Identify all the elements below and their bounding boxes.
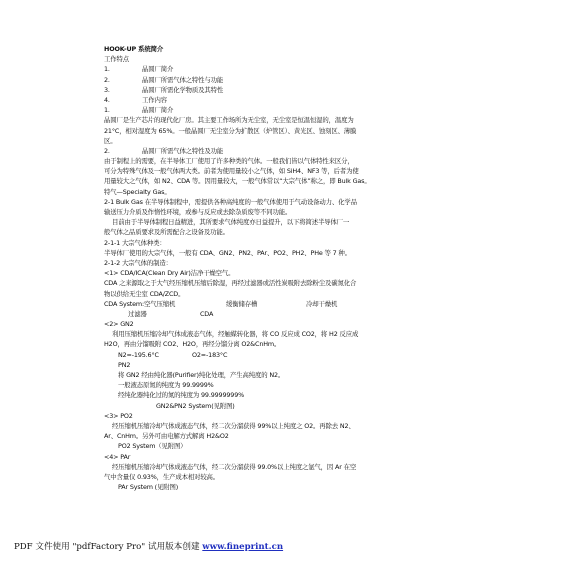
gn2-heading: <2> GN2 xyxy=(104,320,134,329)
paragraph-line: 特气—Specialty Gas。 xyxy=(104,187,171,196)
paragraph-line: 般气体之品质要求及所需配合之设备及功能。 xyxy=(104,228,229,237)
paragraph-line: 由于制程上的需要，在半导体工厂使用了许多种类的气体。一般我们皆以气体特性来区分， xyxy=(104,157,354,166)
footer-text: PDF 文件使用 "pdfFactory Pro" 试用版本创建 xyxy=(14,542,203,552)
paragraph-line: 可分为特殊气体及一般气体两大类。前者为使用量较小之气体，如 SiH4、NF3 等，后者为使 xyxy=(104,167,359,176)
pn2-system-caption: GN2&PN2 System(见附图) xyxy=(156,401,235,410)
cda-system-row: 过滤器 CDA xyxy=(128,309,214,318)
paragraph-line: 将 GN2 经由纯化器(Purifier)纯化处理，产生高纯度的 N2。 xyxy=(118,371,285,379)
paragraph-line: 利用压缩机压缩冷却气体成液态气体，经触媒转化器，将 CO 反应成 CO2，将 H2 反应成 xyxy=(112,330,359,339)
doc-subtitle: 工作特点 xyxy=(104,55,129,64)
doc-title: HOOK-UP 系统简介 xyxy=(104,45,164,53)
toc-item: 4. 工作内容 xyxy=(104,95,167,104)
toc-item: 1. 晶圆厂简介 xyxy=(104,65,174,74)
paragraph-line: CDA 之来源取之于大气经压缩机压缩后除湿，再经过滤器或活性炭吸附去除粉尘及碳氮化合 xyxy=(104,279,357,288)
po2-heading: <3> PO2 xyxy=(104,411,133,420)
paragraph-line: 气中含量仅 0.93%，生产成本相对较高。 xyxy=(104,472,220,481)
cda-system-row: CDA System:空气压缩机 缓衡储存槽 冷却干燥机 xyxy=(104,299,338,308)
cda-heading: <1> CDA/ICA(Clean Dry Air)洁净干燥空气。 xyxy=(104,269,235,278)
paragraph-line: 半导体厂使用的大宗气体，一般有 CDA、GN2、PN2、PAr、PO2、PH2、PHe 等 7 种。 xyxy=(104,248,351,257)
paragraph-line: 一般液态原氮的纯度为 99.9999% xyxy=(118,381,214,390)
boiling-points: N2=-195.6°C O2=-183°C xyxy=(118,350,228,359)
paragraph-line: 2-1 Bulk Gas 在半导体制程中，需提供各种高纯度的一般气体使用于气动设备动力、化学品 xyxy=(104,197,357,206)
toc-item: 3. 晶圆厂所需化学物质及其特性 xyxy=(104,85,224,94)
footer-link[interactable]: www.fineprint.cn xyxy=(202,542,284,552)
paragraph-line: 经压缩机压缩冷却气体成液态气体，经二次分溜获得 99%以上纯度之 O2。再除去 N2、 xyxy=(112,421,355,430)
paragraph-line: 目前由于半导体制程日益精进，其所要求气体纯度亦日益提升，以下将简述半导体厂一 xyxy=(112,218,350,227)
subsection-heading: 2-1-2 大宗气体的制造： xyxy=(104,258,172,267)
par-heading: <4> PAr xyxy=(104,452,131,461)
section-2-heading: 2. 晶圆厂所需气体之特性及功能 xyxy=(104,146,224,155)
document-page xyxy=(104,44,475,492)
paragraph-line: 经压缩机压缩冷却气体成液态气体，经二次分溜获得 99.0%以上纯度之氩气，因 Ar 在空 xyxy=(112,462,357,471)
section-1-heading: 1. 晶圆厂简介 xyxy=(104,106,174,115)
paragraph-line: 经纯化器纯化过的氮的纯度为 99.9999999% xyxy=(118,391,245,400)
paragraph-line: 区。 xyxy=(104,136,117,145)
paragraph-line: 用量较大之气体，如 N2、CDA 等。因用量较大，一般气体常以“大宗气体”称之，即 Bulk Gas。 xyxy=(104,177,371,186)
paragraph-line: 21°C，相对湿度为 65%。一般晶圆厂无尘室分为扩散区（炉管区）、黄光区、蚀刻区、薄膜 xyxy=(104,126,357,135)
po2-system-caption: PO2 System（见附图） xyxy=(118,442,187,451)
paragraph-line: Ar、CnHm。另外可由电解方式解离 H2&O2 xyxy=(104,432,229,441)
paragraph-line: 输送压力介质及作惰性环境，或参与反应或去除杂质废等不同功能。 xyxy=(104,208,292,216)
pdf-footer xyxy=(14,540,283,552)
pn2-heading: PN2 xyxy=(118,360,131,369)
paragraph-line: H2O，再由分馏吸附 CO2、H2O，再经分馏分离 O2&CnHm。 xyxy=(104,340,281,349)
toc-item: 2. 晶圆厂所需气体之特性与功能 xyxy=(104,75,224,84)
paragraph-line: 晶圆厂是生产芯片的现代化厂房。其主要工作场所为无尘室，无尘室是恒温恒湿的，温度为 xyxy=(104,116,354,125)
par-system-caption: PAr System (见附图) xyxy=(118,483,179,492)
subsection-heading: 2-1-1 大宗气体种类： xyxy=(104,238,166,247)
paragraph-line: 物以供给无尘室 CDA/ZCD。 xyxy=(104,289,185,298)
